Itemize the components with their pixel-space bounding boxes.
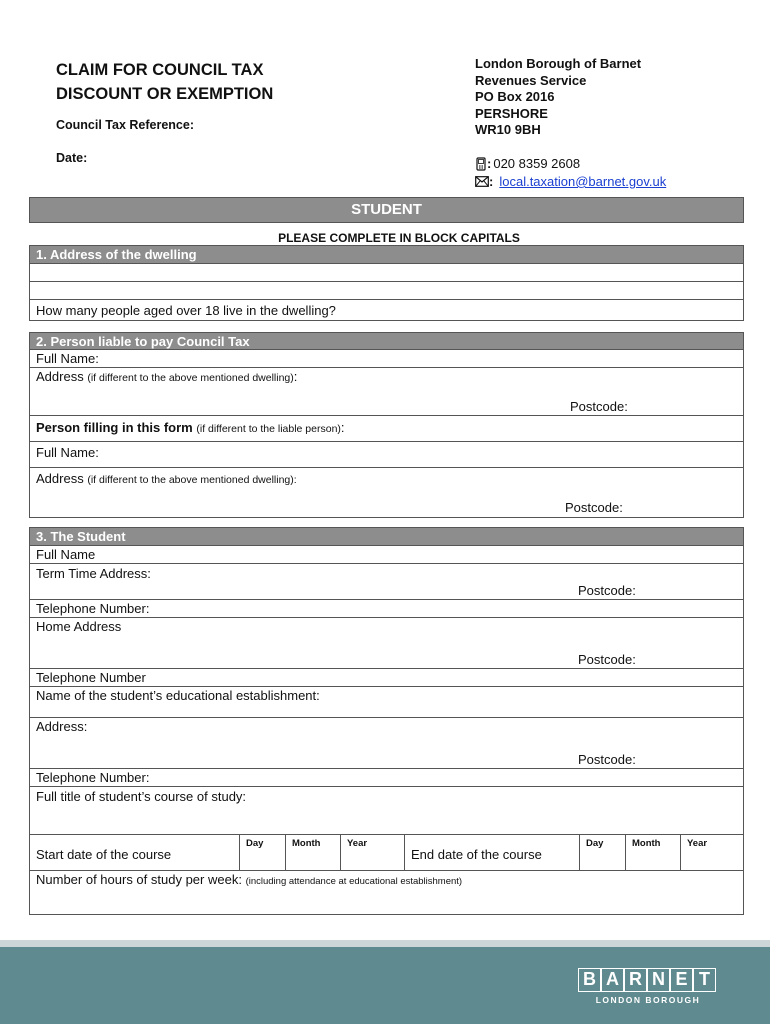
home-telephone-field[interactable] <box>30 669 743 687</box>
section-heading-text: 1. Address of the dwelling <box>36 247 197 262</box>
logo-subtitle: LONDON BOROUGH <box>595 995 701 1005</box>
student-full-name-field[interactable] <box>30 546 743 564</box>
home-address-field[interactable] <box>30 618 743 669</box>
establishment-telephone-field[interactable] <box>30 769 743 787</box>
field-label: Telephone Number <box>36 670 146 685</box>
phone-icon <box>475 157 487 171</box>
establishment-name-field[interactable] <box>30 687 743 718</box>
dwelling-address-field[interactable] <box>30 264 743 282</box>
section-address-of-dwelling <box>29 245 744 321</box>
filler-heading-row <box>30 416 743 442</box>
month-label: Month <box>632 838 661 849</box>
day-label: Day <box>586 838 604 849</box>
field-label: Full Name: <box>36 351 99 366</box>
field-label: Name of the student’s educational establishment: <box>36 688 320 703</box>
title-line-2: DISCOUNT OR EXEMPTION <box>56 85 274 103</box>
hours-note: (including attendance at educational establishment) <box>245 876 463 887</box>
logo-letter: A <box>601 968 624 992</box>
start-year-field[interactable] <box>340 835 404 870</box>
postcode-label: Postcode: <box>578 652 636 667</box>
liable-address-field[interactable] <box>30 368 743 416</box>
address-line: PERSHORE <box>475 105 548 121</box>
field-label: Person filling in this form (if different to the liable person): <box>36 420 345 435</box>
phone-line <box>475 156 580 171</box>
title-line-1: CLAIM FOR COUNCIL TAX <box>56 61 264 79</box>
logo-letter: E <box>670 968 693 992</box>
envelope-icon <box>475 176 489 187</box>
end-day-field[interactable] <box>579 835 625 870</box>
field-label: Full Name <box>36 547 96 562</box>
address-note: (if different to the above mentioned dwelling): <box>87 474 297 486</box>
term-telephone-field[interactable] <box>30 600 743 618</box>
filler-note: (if different to the liable person) <box>196 423 341 435</box>
student-banner: STUDENT <box>29 197 744 223</box>
filler-label: Person filling in this form <box>36 420 193 435</box>
logo-letter: B <box>578 968 601 992</box>
logo-letter: T <box>693 968 716 992</box>
address-note: (if different to the above mentioned dwelling) <box>87 372 294 384</box>
hours-label: Number of hours of study per week: <box>36 872 242 887</box>
block-capitals-instruction: PLEASE COMPLETE IN BLOCK CAPITALS <box>278 231 520 245</box>
study-hours-field[interactable] <box>30 871 743 909</box>
section-liable-person <box>29 332 744 518</box>
contact-address <box>475 56 641 139</box>
year-label: Year <box>347 838 368 849</box>
course-title-field[interactable] <box>30 787 743 835</box>
council-tax-reference-label: Council Tax Reference: <box>56 118 195 132</box>
filler-full-name-field[interactable] <box>30 442 743 468</box>
start-date-label: Start date of the course <box>36 847 172 862</box>
section-heading-text: 3. The Student <box>36 529 126 544</box>
postcode-label: Postcode: <box>565 500 623 515</box>
address-line: London Borough of Barnet <box>475 56 642 71</box>
people-over-18-field[interactable] <box>30 300 743 320</box>
start-month-field[interactable] <box>285 835 340 870</box>
end-month-field[interactable] <box>625 835 680 870</box>
dwelling-address-field[interactable] <box>30 282 743 300</box>
address-line: PO Box 2016 <box>475 89 555 104</box>
barnet-logo <box>578 968 718 1008</box>
section-heading <box>30 528 743 546</box>
date-label: Date: <box>56 151 88 165</box>
email-link[interactable]: local.taxation@barnet.gov.uk <box>499 174 667 189</box>
field-label <box>36 872 462 887</box>
address-label: Address <box>36 471 84 486</box>
field-label: Full title of student’s course of study: <box>36 789 247 804</box>
end-date-label-cell <box>404 835 579 870</box>
email-line <box>475 174 666 189</box>
address-line: Revenues Service <box>475 72 587 88</box>
establishment-address-field[interactable] <box>30 718 743 769</box>
day-label: Day <box>246 838 264 849</box>
people-question: How many people aged over 18 live in the dwelling? <box>36 303 336 318</box>
field-label: Address: <box>36 719 88 734</box>
section-heading <box>30 333 743 350</box>
field-label: Full Name: <box>36 445 99 460</box>
postcode-label: Postcode: <box>578 583 636 598</box>
filler-address-field[interactable] <box>30 468 743 517</box>
term-address-field[interactable] <box>30 564 743 600</box>
liable-full-name-field[interactable] <box>30 350 743 368</box>
colon: : <box>489 174 494 189</box>
phone-number: 020 8359 2608 <box>493 156 581 171</box>
form-title <box>56 58 273 106</box>
year-label: Year <box>687 838 708 849</box>
address-label: Address <box>36 369 84 384</box>
month-label: Month <box>292 838 321 849</box>
section-heading <box>30 246 743 264</box>
colon: : <box>487 156 492 171</box>
end-year-field[interactable] <box>680 835 743 870</box>
address-line: WR10 9BH <box>475 122 541 137</box>
end-date-label: End date of the course <box>411 847 542 862</box>
field-label <box>36 471 297 486</box>
field-label: Home Address <box>36 619 122 634</box>
section-the-student <box>29 527 744 915</box>
start-day-field[interactable] <box>239 835 285 870</box>
logo-letter: R <box>624 968 647 992</box>
section-heading-text: 2. Person liable to pay Council Tax <box>36 334 250 349</box>
field-label: Telephone Number: <box>36 770 150 785</box>
field-label: Address (if different to the above mentioned dwelling): <box>36 369 298 384</box>
postcode-label: Postcode: <box>570 399 628 414</box>
field-label: Telephone Number: <box>36 601 150 616</box>
logo-letters <box>578 968 718 992</box>
logo-letter: N <box>647 968 670 992</box>
postcode-label: Postcode: <box>578 752 636 767</box>
course-dates-row <box>30 835 743 871</box>
field-label: Term Time Address: <box>36 566 151 581</box>
